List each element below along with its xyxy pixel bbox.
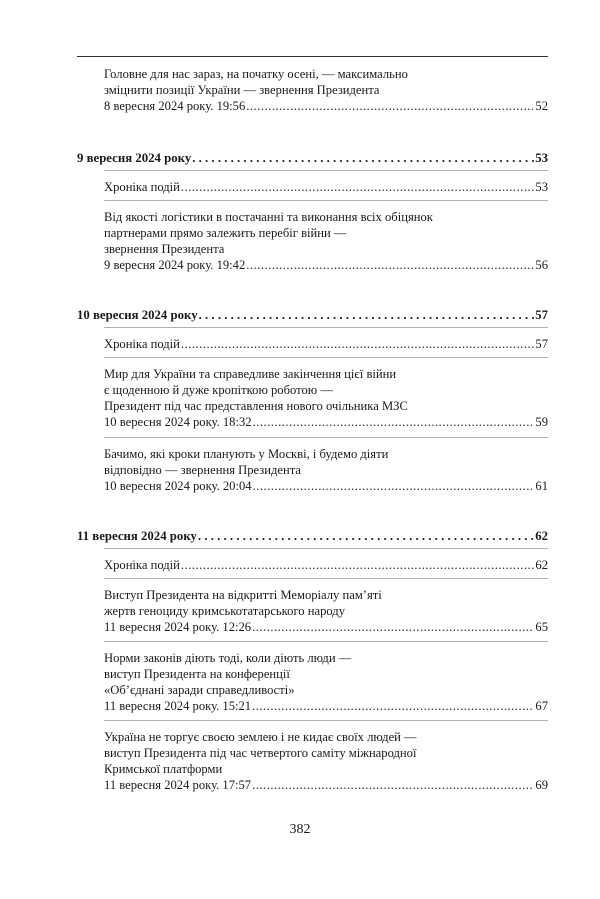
entry-page-number: 53 [535, 180, 548, 194]
entry-title-line: зміцнити позиції України — звернення Президента [104, 83, 380, 97]
leader-dots [252, 777, 534, 793]
date-heading[interactable] [77, 528, 548, 544]
leader-dots [192, 150, 534, 166]
leader-dots [253, 478, 535, 494]
entry-page-number: 52 [535, 99, 548, 113]
entry-date: 8 вересня 2024 року. 19:56 [104, 99, 246, 113]
entry-title-line: Головне для нас зараз, на початку осені, — максимально [104, 67, 408, 81]
entry-separator [104, 720, 548, 721]
entry-separator [104, 170, 548, 171]
top-rule [77, 56, 548, 57]
entry-title-line: Виступ Президента на відкритті Меморіалу пам’яті [104, 588, 382, 602]
entry-separator [104, 327, 548, 328]
entry-leader-line [104, 619, 548, 635]
entry-page-number: 67 [535, 699, 548, 713]
leader-dots [246, 257, 534, 273]
toc-entry[interactable] [104, 446, 548, 494]
entry-title-line: жертв геноциду кримськотатарського народу [104, 604, 346, 618]
entry-title-line: партнерами прямо залежить перебіг війни — [104, 226, 347, 240]
entry-date: 11 вересня 2024 року. 15:21 [104, 699, 252, 713]
entry-separator [104, 578, 548, 579]
leader-dots [253, 414, 535, 430]
entry-leader-line [104, 336, 548, 352]
entry-title: Хроніка подій [104, 337, 180, 351]
entry-date: 10 вересня 2024 року. 20:04 [104, 479, 252, 493]
entry-separator [104, 200, 548, 201]
entry-page-number: 59 [535, 415, 548, 429]
entry-leader-line [104, 179, 548, 195]
entry-separator [104, 641, 548, 642]
date-heading[interactable] [77, 150, 548, 166]
entry-date: 11 вересня 2024 року. 12:26 [104, 620, 252, 634]
entry-leader-line [104, 777, 548, 793]
entry-leader-line [104, 698, 548, 714]
entry-title-line: Мир для України та справедливе закінчення цієї війни [104, 367, 397, 381]
toc-entry[interactable] [104, 366, 548, 430]
date-heading-title: 10 вересня 2024 року [77, 308, 198, 322]
entry-title-line: відповідно — звернення Президента [104, 463, 301, 477]
leader-dots [198, 528, 534, 544]
entry-separator [104, 357, 548, 358]
entry-title: Хроніка подій [104, 180, 180, 194]
entry-title-line: Від якості логістики в постачанні та виконання всіх обіцянок [104, 210, 433, 224]
leader-dots [181, 557, 534, 573]
entry-page-number: 57 [535, 337, 548, 351]
entry-page-number: 62 [535, 558, 548, 572]
entry-separator [104, 437, 548, 438]
toc-entry[interactable] [104, 650, 548, 714]
toc-entry[interactable] [104, 336, 548, 352]
page-number: 382 [289, 822, 311, 837]
entry-title-line: виступ Президента на конференції [104, 667, 290, 681]
leader-dots [252, 698, 534, 714]
entry-date: 9 вересня 2024 року. 19:42 [104, 258, 246, 272]
entry-page-number: 56 [535, 258, 548, 272]
entry-date: 10 вересня 2024 року. 18:32 [104, 415, 252, 429]
leader-dots [181, 336, 534, 352]
entry-title-line: виступ Президента під час четвертого саміту міжнародної [104, 746, 417, 760]
leader-dots [252, 619, 534, 635]
toc-entry[interactable] [104, 179, 548, 195]
leader-dots [199, 307, 535, 323]
entry-page-number: 61 [535, 479, 548, 493]
entry-title-line: Бачимо, які кроки планують у Москві, і будемо діяти [104, 447, 389, 461]
entry-title-line: Президент під час представлення нового очільника МЗС [104, 399, 408, 413]
entry-title-line: Україна не торгує своєю землею і не кидає своїх людей — [104, 730, 417, 744]
leader-dots [246, 98, 534, 114]
entry-title: Хроніка подій [104, 558, 180, 572]
entry-title-line: Норми законів діють тоді, коли діють люди — [104, 651, 352, 665]
leader-dots [181, 179, 534, 195]
entry-separator [104, 548, 548, 549]
entry-leader-line [104, 414, 548, 430]
date-heading-page-number: 62 [535, 529, 548, 543]
toc-entry[interactable] [104, 587, 548, 635]
entry-date: 11 вересня 2024 року. 17:57 [104, 778, 252, 792]
entry-title-line: є щоденною й дуже кропіткою роботою — [104, 383, 333, 397]
date-heading[interactable] [77, 307, 548, 323]
toc-entry[interactable] [104, 209, 548, 273]
entry-page-number: 65 [535, 620, 548, 634]
date-heading-page-number: 57 [535, 308, 548, 322]
toc-entry[interactable] [104, 66, 548, 114]
entry-leader-line [104, 257, 548, 273]
entry-title-line: Кримської платформи [104, 762, 223, 776]
date-heading-title: 9 вересня 2024 року [77, 151, 192, 165]
toc-entry[interactable] [104, 557, 548, 573]
date-heading-page-number: 53 [535, 151, 548, 165]
date-heading-title: 11 вересня 2024 року [77, 529, 197, 543]
entry-title-line: звернення Президента [104, 242, 225, 256]
entry-leader-line [104, 557, 548, 573]
entry-page-number: 69 [535, 778, 548, 792]
entry-leader-line [104, 478, 548, 494]
entry-leader-line [104, 98, 548, 114]
toc-entry[interactable] [104, 729, 548, 793]
entry-title-line: «Об’єднані заради справедливості» [104, 683, 295, 697]
